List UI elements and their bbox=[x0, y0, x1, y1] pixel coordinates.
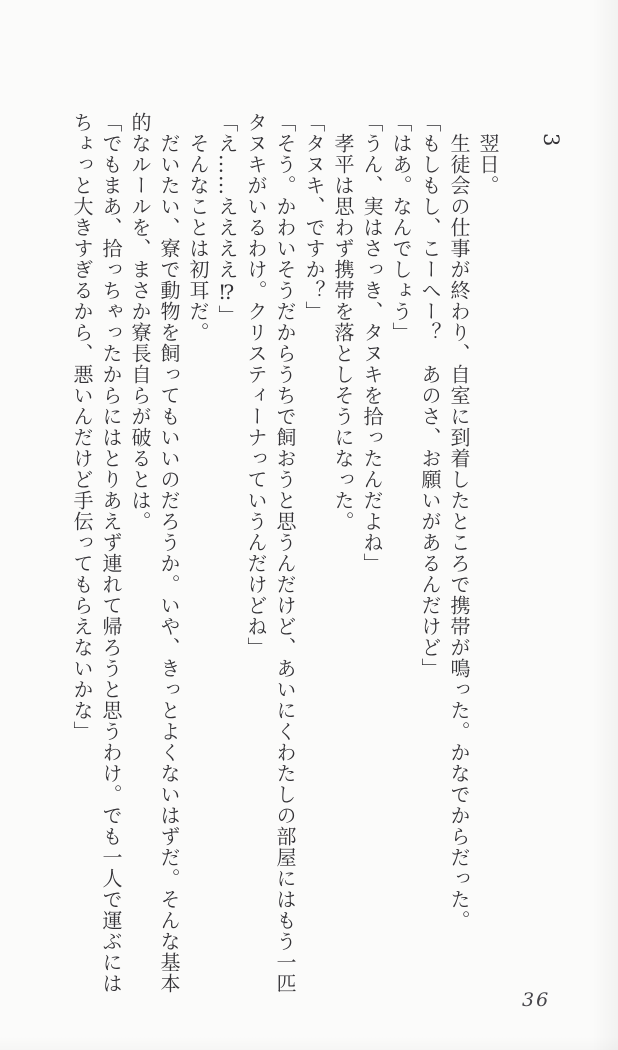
paragraph: だいたい、寮で動物を飼ってもいいのだろうか。いや、きっとよくないはずだ。そんな基本的なルールを、まさか寮長自らが破るとは。 bbox=[128, 112, 181, 994]
paragraph: そんなことは初耳だ。 bbox=[186, 133, 210, 343]
page-number: 36 bbox=[522, 989, 551, 1011]
paragraph: 「タヌキ、ですか？」 bbox=[302, 112, 326, 322]
paragraph: 「はあ。なんでしょう」 bbox=[389, 112, 413, 343]
paragraph: 翌日。 bbox=[476, 133, 500, 196]
paragraph: 「え……ええええ⁉」 bbox=[215, 112, 239, 326]
paragraph: 「でもまあ、拾っちゃったからにはとりあえず連れて帰ろうと思うわけ。でも一人で運ぶにはちょっと大きすぎるから、悪いんだけど手伝ってもらえないかな」 bbox=[70, 112, 123, 994]
paragraph: 「もしもし、こーへー？ あのさ、お願いがあるんだけど」 bbox=[418, 112, 442, 679]
page-bottom-shading bbox=[0, 1036, 618, 1050]
page-edge-shading bbox=[592, 0, 618, 1050]
paragraph: 「そう。かわいそうだからうちで飼おうと思うんだけど、あいにくわたしの部屋にはもう一匹タヌキがいるわけ。クリスティーナっていうんだけどね」 bbox=[244, 112, 297, 994]
paragraph: 孝平は思わず携帯を落としそうになった。 bbox=[331, 133, 355, 532]
paragraph: 「うん、実はさっき、タヌキを拾ったんだよね」 bbox=[360, 112, 384, 574]
paragraph: 生徒会の仕事が終わり、自室に到着したところで携帯が鳴った。かなでからだった。 bbox=[447, 133, 471, 931]
text-block bbox=[67, 112, 565, 998]
section-number: 3 bbox=[539, 133, 563, 148]
